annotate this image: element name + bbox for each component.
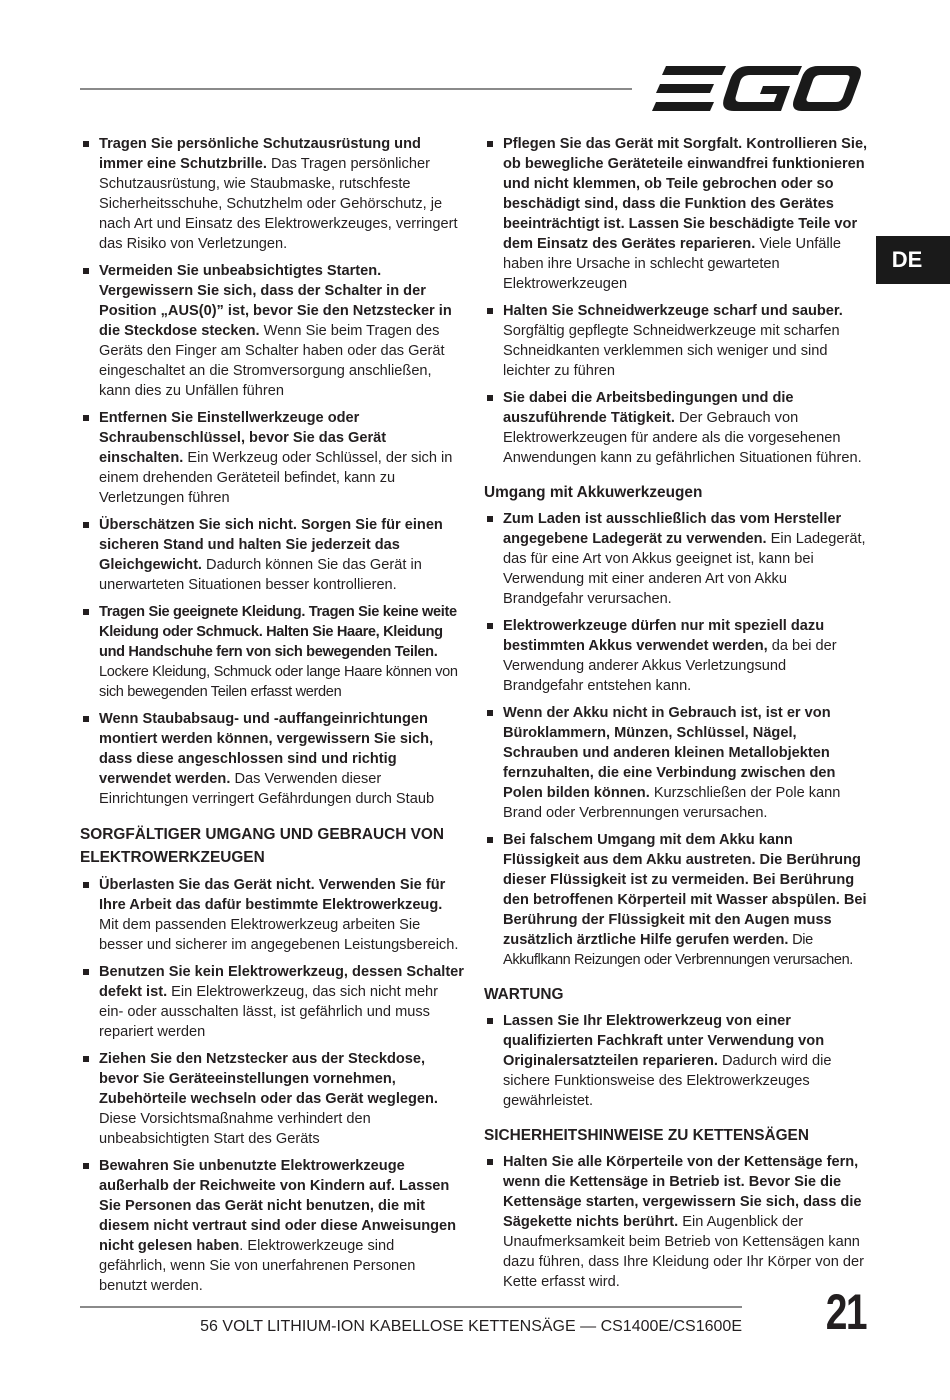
list-item: Lassen Sie Ihr Elektrowerkzeug von einer qualifizierten Fachkraft unter Verwendung von Originalersatzteilen reparieren. Dadurch wird die sichere Funktionsweise des Elektrowerkzeuges gewährleistet. [484,1011,868,1111]
list-item: Wenn Staubabsaug- und -auffangeinrichtungen montiert werden können, vergewissern Sie sich, dass diese angeschlossen sind und richtig verwendet werden. Das Verwenden dieser Einrichtungen verringert Gefährdungen durch Staub [80,709,465,809]
page-number: 21 [825,1284,866,1340]
header-rule [80,88,632,90]
section-heading: WARTUNG [484,986,564,1003]
right-column [484,134,868,1299]
ego-logo [652,66,862,112]
safety-list-maintenance [484,1011,868,1111]
list-item: Benutzen Sie kein Elektrowerkzeug, dessen Schalter defekt ist. Ein Elektrowerkzeug, das sich nicht mehr ein- oder ausschalten lässt, ist gefährlich und muss repariert werden [80,962,465,1042]
list-item: Tragen Sie persönliche Schutzausrüstung und immer eine Schutzbrille. Das Tragen persönlicher Schutzausrüstung, wie Staubmaske, rutschfeste Sicherheitsschuhe, Schutzhelm oder Gehörschutz, je nach Art und Einsatz des Elektrowerkzeuges, verringert das Risiko von Verletzungen. [80,134,465,254]
section-heading: SICHERHEITSHINWEISE ZU KETTENSÄGEN [484,1127,809,1144]
list-item: Ziehen Sie den Netzstecker aus der Steckdose, bevor Sie Geräteeinstellungen vornehmen, Zubehörteile wechseln oder das Gerät weglegen. Diese Vorsichtsmaßnahme verhindert den unbeabsichtigten Start des Geräts [80,1049,465,1149]
list-item: Elektrowerkzeuge dürfen nur mit speziell dazu bestimmten Akkus verwendet werden, da bei der Verwendung anderer Akkus Verletzungsund Brandgefahr entstehen kann. [484,616,868,696]
safety-list-personal [80,134,465,809]
list-item: Halten Sie alle Körperteile von der Kettensäge fern, wenn die Kettensäge in Betrieb ist. Bevor Sie die Kettensäge starten, vergewissern Sie sich, dass die Sägekette nichts berührt. Ein Augenblick der Unaufmerksamkeit beim Betrieb von Kettensägen kann dazu führen, dass Ihre Kleidung oder Ihr Körper von der Kette erfasst wird. [484,1152,868,1292]
list-item: Zum Laden ist ausschließlich das vom Hersteller angegebene Ladegerät zu verwenden. Ein Ladegerät, das für eine Art von Akkus geeignet ist, kann bei Verwendung mit einer anderen Art von Akku Brandgefahr verursachen. [484,509,868,609]
list-item: Überschätzen Sie sich nicht. Sorgen Sie für einen sicheren Stand und halten Sie jederzeit das Gleichgewicht. Dadurch können Sie das Gerät in unerwarteten Situationen besser kontrollieren. [80,515,465,595]
safety-list-care [484,134,868,468]
list-item: Bewahren Sie unbenutzte Elektrowerkzeuge außerhalb der Reichweite von Kindern auf. Lassen Sie Personen das Gerät nicht benutzen, die mit diesem nicht vertraut sind oder diese Anweisungen nicht gelesen haben. Elektrowerkzeuge sind gefährlich, wenn Sie von unerfahrenen Personen benutzt werden. [80,1156,465,1296]
left-column [80,134,465,1303]
footer-rule [80,1306,742,1308]
list-item: Vermeiden Sie unbeabsichtigtes Starten. Vergewissern Sie sich, dass der Schalter in der Position „AUS(0)” ist, bevor Sie den Netzstecker in die Steckdose stecken. Wenn Sie beim Tragen des Geräts den Finger am Schalter haben oder das Gerät eingeschaltet an die Stromversorgung anschließen, kann dies zu Unfällen führen [80,261,465,401]
footer-title: 56 VOLT LITHIUM-ION KABELLOSE KETTENSÄGE — CS1400E/CS1600E [200,1318,742,1335]
language-tab: DE [876,236,950,284]
list-item: Überlasten Sie das Gerät nicht. Verwenden Sie für Ihre Arbeit das dafür bestimmte Elektrowerkzeug. Mit dem passenden Elektrowerkzeug arbeiten Sie besser und sicherer im angegebenen Leistungsbereich. [80,875,465,955]
safety-list-usage [80,875,465,1296]
list-item: Tragen Sie geeignete Kleidung. Tragen Sie keine weite Kleidung oder Schmuck. Halten Sie Haare, Kleidung und Handschuhe fern von sich bewegenden Teilen. Lockere Kleidung, Schmuck oder lange Haare können von sich bewegenden Teilen erfasst werden [80,602,465,702]
list-item: Halten Sie Schneidwerkzeuge scharf und sauber. Sorgfältig gepflegte Schneidwerkzeuge mit scharfen Schneidkanten verklemmen sich weniger und sind leichter zu führen [484,301,868,381]
safety-list-chainsaw [484,1152,868,1292]
section-heading: SORGFÄLTIGER UMGANG UND GEBRAUCH VON ELEKTROWERKZEUGEN [80,826,444,866]
list-item: Bei falschem Umgang mit dem Akku kann Flüssigkeit aus dem Akku austreten. Die Berührung dieser Flüssigkeit ist zu vermeiden. Bei Berührung den betroffenen Körperteil mit Wasser abspülen. Bei Berührung der Flüssigkeit mit den Augen muss zusätzlich ärztliche Hilfe gerufen werden. Die Akkuflkann Reizungen oder Verbrennungen verursachen. [484,830,868,970]
list-item: Wenn der Akku nicht in Gebrauch ist, ist er von Büroklammern, Münzen, Schlüssel, Nägel, Schrauben und anderen kleinen Metallobjekten fernzuhalten, die eine Verbindung zwischen den Polen bilden können. Kurzschließen der Pole kann Brand oder Verbrennungen verursachen. [484,703,868,823]
list-item: Sie dabei die Arbeitsbedingungen und die auszuführende Tätigkeit. Der Gebrauch von Elektrowerkzeugen für andere als die vorgesehenen Anwendungen kann zu gefährlichen Situationen führen. [484,388,868,468]
section-heading: Umgang mit Akkuwerkzeugen [484,484,703,501]
list-item: Entfernen Sie Einstellwerkzeuge oder Schraubenschlüssel, bevor Sie das Gerät einschalten. Ein Werkzeug oder Schlüssel, der sich in einem drehenden Geräteteil befindet, kann zu Verletzungen führen [80,408,465,508]
safety-list-battery [484,509,868,970]
list-item: Pflegen Sie das Gerät mit Sorgfalt. Kontrollieren Sie, ob bewegliche Geräteteile einwandfrei funktionieren und nicht klemmen, ob Teile gebrochen oder so beschädigt sind, dass die Funktion des Gerätes beeinträchtigt ist. Lassen Sie beschädigte Teile vor dem Einsatz des Gerätes reparieren. Viele Unfälle haben ihre Ursache in schlecht gewarteten Elektrowerkzeugen [484,134,868,294]
